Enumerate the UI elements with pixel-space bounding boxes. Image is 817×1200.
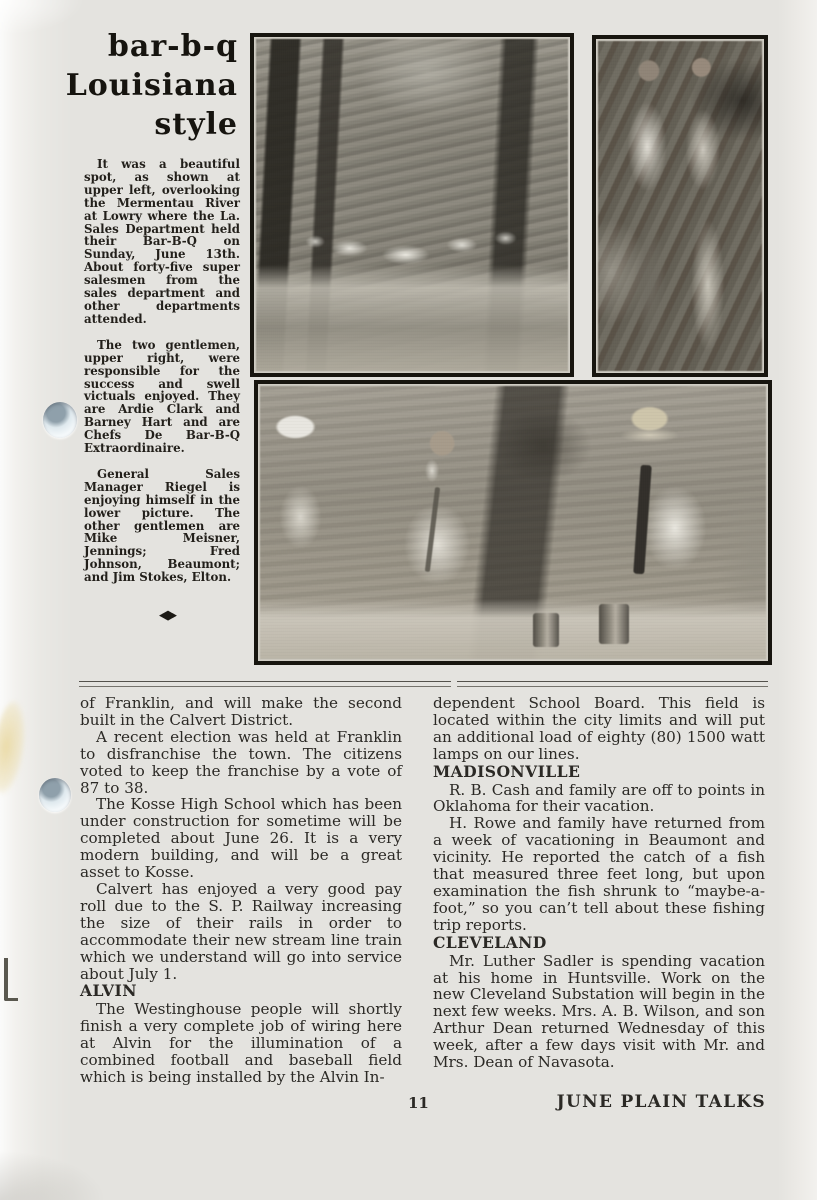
paragraph: of Franklin, and will make the second built in the Calvert District. [80,694,402,729]
paragraph: A recent election was held at Franklin to disfranchise the town. The citizens voted to keep the franchise by a vote of 87 to 38. [80,727,402,797]
paragraph: Calvert has enjoyed a very good pay roll due to the S. P. Railway increasing the size of their rails in order to accommodate their new stream line train which we understand will go into service about July 1. [80,879,402,983]
section-heading: CLEVELAND [433,932,547,952]
photo-shape-tie [424,487,439,572]
paragraph: General Sales Manager Riegel is enjoying himself in the lower picture. The other gentlemen are Mike Meisner, Jennings; Fred Johnson, Beaumont; and Jim Stokes, Elton. [84,466,240,585]
column-rule-right [457,681,768,687]
paragraph: It was a beautiful spot, as shown at upper left, overlooking the Mermentau River at Lowry where the La. Sales Department held their Bar-B-Q on Sunday, June 13th. About forty-five super salesmen from the sales department and other departments attended. [84,157,240,326]
paragraph: The two gentlemen, upper right, were responsible for the success and swell victuals enjoyed. They are Ardie Clark and Barney Hart and are Chefs De Bar-B-Q Extraordinaire. [84,337,240,456]
column-rule-left [79,681,451,687]
photo-picnic-grove-image [256,39,568,371]
page-number: 11 [408,1094,429,1112]
paper-stain [0,698,30,796]
article-title [58,27,238,144]
title-line-2: Louisiana [65,68,238,103]
section-heading: MADISONVILLE [433,761,581,781]
paragraph: The Westinghouse people will shortly finish a very complete job of wiring here at Alvin for the illumination of a combined football and baseball field which is being installed by the Alvin In- [80,1000,402,1086]
section-heading: ALVIN [80,981,137,1001]
photo-two-chefs-image [598,41,762,371]
photo-seated-group [254,380,772,665]
footer-title: JUNE PLAIN TALKS [556,1092,766,1112]
photo-two-chefs [592,35,768,377]
paragraph: The Kosse High School which has been under construction for sometime will be completed about June 26. It is a very modern building, and will be a great asset to Kosse. [80,795,402,882]
paragraph: Mr. Luther Sadler is spending vacation at his home in Huntsville. Work on the new Cleveland Substation will begin in the next few weeks. Mrs. A. B. Wilson, and son Arthur Dean returned Wednesday of this week, after a few days visit with Mr. and Mrs. Dean of Navasota. [433,951,765,1072]
binder-hole-top [43,402,77,438]
paragraph: R. B. Cash and family are off to points in Oklahoma for their vacation. [433,780,765,816]
title-line-1: bar-b-q [107,29,238,64]
column-left [80,695,402,1086]
title-line-3: style [154,107,238,142]
photo-shape-cup [599,604,629,644]
paragraph: H. Rowe and family have returned from a week of vacationing in Beaumont and vicinity. He reported the catch of a fish that measured three feet long, but upon examination the fish shrunk to “maybe-a-foot,” so you can’t tell about these fishing trip reports. [433,814,765,934]
diamond-glyph: ◆ [159,608,177,623]
photo-picnic-grove [250,33,574,377]
binder-hole-bottom [39,778,71,812]
photo-shape-cup [533,613,559,647]
margin-pen-mark [4,958,18,1001]
paragraph: dependent School Board. This field is located within the city limits and will put an additional load of eighty (80) 1500 watt lamps on our lines. [433,694,765,763]
photo-seated-group-image [260,386,766,659]
diamond-ornament-icon [148,604,188,623]
article-body [84,158,240,597]
column-right [433,695,765,1071]
photo-shape-tie [633,465,652,575]
